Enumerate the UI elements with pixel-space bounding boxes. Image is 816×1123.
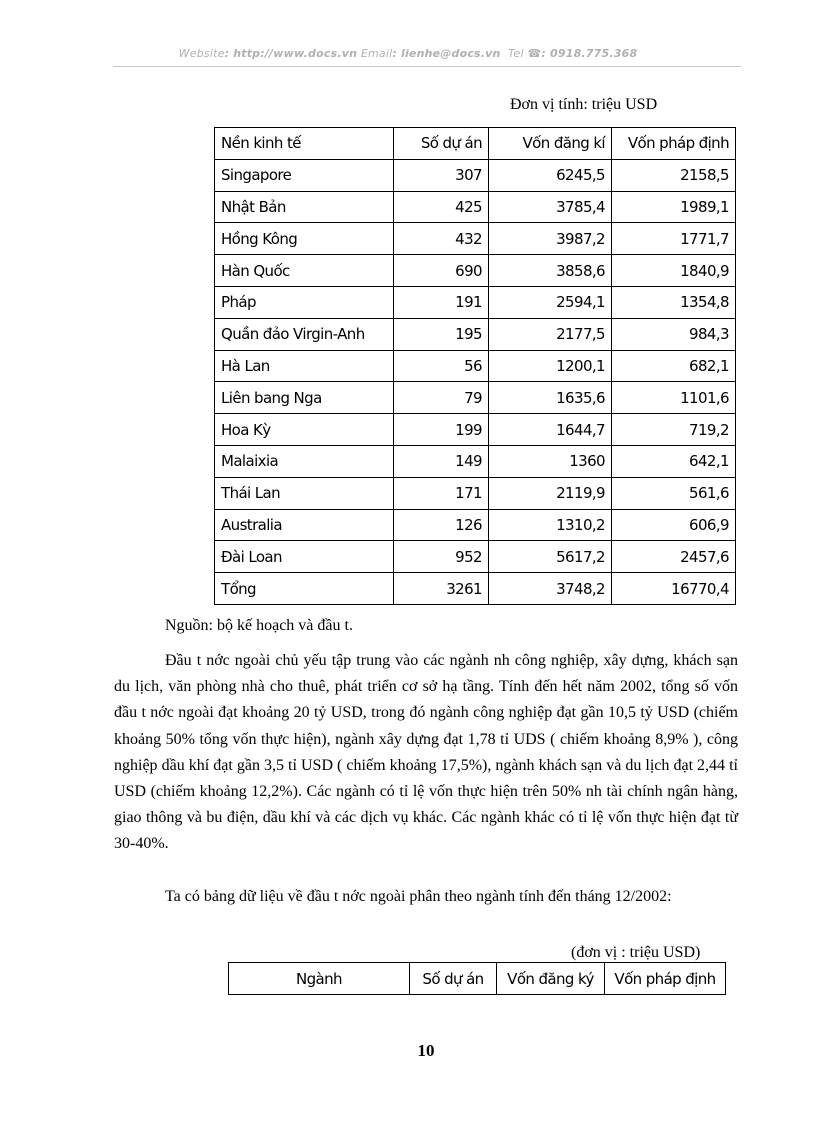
cell-projects: 149	[394, 445, 489, 477]
cell-registered-capital: 2119,9	[489, 477, 612, 509]
cell-projects: 195	[394, 318, 489, 350]
cell-legal-capital: 1354,8	[612, 286, 736, 318]
cell-legal-capital: 642,1	[612, 445, 736, 477]
table-row	[215, 509, 736, 541]
cell-registered-capital: 3858,6	[489, 255, 612, 287]
cell-legal-capital: 16770,4	[612, 573, 736, 605]
table-row	[215, 255, 736, 287]
page-number: 10	[417, 1041, 435, 1060]
phone-icon: ☎	[527, 47, 542, 60]
cell-legal-capital: 719,2	[612, 414, 736, 446]
cell-registered-capital: 2177,5	[489, 318, 612, 350]
col-header-registered-capital: Vốn đăng kí	[489, 128, 612, 160]
cell-economy: Pháp	[215, 286, 394, 318]
cell-economy: Hồng Kông	[215, 223, 394, 255]
cell-projects: 199	[394, 414, 489, 446]
website-value[interactable]: : http://www.docs.vn	[224, 47, 358, 60]
cell-legal-capital: 561,6	[612, 477, 736, 509]
table-row	[215, 191, 736, 223]
cell-economy: Singapore	[215, 159, 394, 191]
body-paragraph-2: Ta có bảng dữ liệu về đầu t nớc ngoài phân theo ngành tính đến tháng 12/2002:	[165, 888, 672, 905]
cell-registered-capital: 6245,5	[489, 159, 612, 191]
table-row	[215, 382, 736, 414]
table-row	[215, 318, 736, 350]
cell-projects: 425	[394, 191, 489, 223]
cell-registered-capital: 1200,1	[489, 350, 612, 382]
cell-registered-capital: 3748,2	[489, 573, 612, 605]
tel-label: Tel	[507, 47, 524, 60]
cell-projects: 307	[394, 159, 489, 191]
cell-economy: Liên bang Nga	[215, 382, 394, 414]
cell-projects: 191	[394, 286, 489, 318]
cell-economy: Nhật Bản	[215, 191, 394, 223]
cell-projects: 56	[394, 350, 489, 382]
col-header-sector: Ngành	[229, 963, 410, 995]
cell-registered-capital: 3987,2	[489, 223, 612, 255]
col-header-legal-capital: Vốn pháp định	[605, 963, 726, 995]
table-row	[215, 541, 736, 573]
col-header-legal-capital: Vốn pháp định	[612, 128, 736, 160]
cell-projects: 432	[394, 223, 489, 255]
col-header-projects: Số dự án	[410, 963, 497, 995]
table-total-row	[215, 573, 736, 605]
cell-registered-capital: 1310,2	[489, 509, 612, 541]
cell-registered-capital: 1644,7	[489, 414, 612, 446]
table1-unit-label: Đơn vị tính: triệu USD	[510, 96, 658, 113]
table2-unit-label: (đơn vị : triệu USD)	[571, 944, 701, 961]
col-header-registered-capital: Vốn đăng ký	[497, 963, 605, 995]
table-row	[215, 445, 736, 477]
email-label: Email	[360, 47, 393, 60]
cell-registered-capital: 3785,4	[489, 191, 612, 223]
cell-registered-capital: 1360	[489, 445, 612, 477]
cell-economy: Đài Loan	[215, 541, 394, 573]
table-row	[215, 159, 736, 191]
col-header-projects: Số dự án	[394, 128, 489, 160]
cell-registered-capital: 1635,6	[489, 382, 612, 414]
cell-economy: Quần đảo Virgin-Anh	[215, 318, 394, 350]
cell-projects: 952	[394, 541, 489, 573]
cell-registered-capital: 2594,1	[489, 286, 612, 318]
table-header-row	[229, 963, 726, 995]
cell-registered-capital: 5617,2	[489, 541, 612, 573]
website-label: Website	[178, 47, 225, 60]
body-paragraph-1: Đầu t nớc ngoài chủ yếu tập trung vào các ngành nh công nghiệp, xây dựng, khách sạn du lịch, văn phòng nhà cho thuê, phát triển cơ sở hạ tầng. Tính đến hết năm 2002, tổng số vốn đầu t nớc ngoài đạt khoảng 20 tỷ USD, trong đó ngành công nghiệp đạt gần 10,5 tỷ USD (chiếm khoảng 50% tổng vốn thực hiện), ngành xây dựng đạt 1,78 tỉ UDS ( chiếm khoảng 8,9% ), công nghiệp dầu khí đạt gần 3,5 tỉ USD ( chiếm khoảng 17,5%), ngành khách sạn và du lịch đạt 2,44 tỉ USD (chiếm khoảng 12,2%). Các ngành có tỉ lệ vốn thực hiện trên 50% nh tài chính ngân hàng, giao thông và bu điện, dầu khí và các dịch vụ khác. Các ngành khác có tỉ lệ vốn thực hiện đạt từ 30-40%.	[114, 652, 738, 853]
cell-legal-capital: 1989,1	[612, 191, 736, 223]
table-row	[215, 286, 736, 318]
cell-legal-capital: 682,1	[612, 350, 736, 382]
table-header-row	[215, 128, 736, 160]
cell-projects: 690	[394, 255, 489, 287]
cell-projects: 79	[394, 382, 489, 414]
cell-economy: Thái Lan	[215, 477, 394, 509]
tel-value: : 0918.775.368	[541, 47, 638, 60]
cell-legal-capital: 1771,7	[612, 223, 736, 255]
cell-legal-capital: 606,9	[612, 509, 736, 541]
header-divider	[113, 66, 741, 67]
cell-economy: Hoa Kỳ	[215, 414, 394, 446]
investment-by-economy-table	[214, 127, 736, 605]
cell-legal-capital: 2158,5	[612, 159, 736, 191]
page-header	[0, 47, 816, 60]
cell-legal-capital: 2457,6	[612, 541, 736, 573]
col-header-economy: Nền kinh tế	[215, 128, 394, 160]
investment-by-sector-table	[228, 962, 726, 995]
cell-legal-capital: 984,3	[612, 318, 736, 350]
cell-economy: Tổng	[215, 573, 394, 605]
table1-source-note: Nguồn: bộ kế hoạch và đầu t.	[165, 617, 353, 634]
table-row	[215, 414, 736, 446]
cell-legal-capital: 1101,6	[612, 382, 736, 414]
cell-economy: Hàn Quốc	[215, 255, 394, 287]
email-value[interactable]: : lienhe@docs.vn	[392, 47, 501, 60]
cell-economy: Australia	[215, 509, 394, 541]
cell-legal-capital: 1840,9	[612, 255, 736, 287]
cell-economy: Hà Lan	[215, 350, 394, 382]
cell-projects: 3261	[394, 573, 489, 605]
cell-projects: 126	[394, 509, 489, 541]
cell-projects: 171	[394, 477, 489, 509]
table-row	[215, 223, 736, 255]
table-row	[215, 350, 736, 382]
table-row	[215, 477, 736, 509]
cell-economy: Malaixia	[215, 445, 394, 477]
